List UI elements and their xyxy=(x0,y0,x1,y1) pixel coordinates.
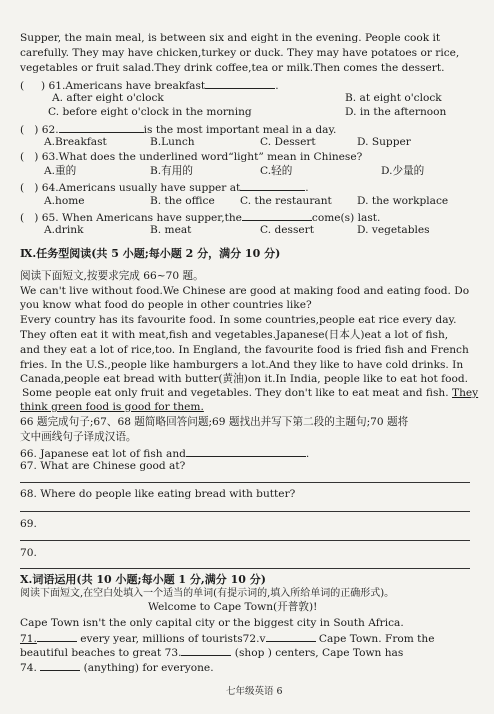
question-68: 68. Where do people like eating bread with butter? xyxy=(20,488,296,500)
intro-line: Supper, the main meal, is between six and eight in the evening. People cook it xyxy=(20,32,441,44)
question-65: ( ) 65. When Americans have supper,the come(s) last. xyxy=(20,212,381,224)
task-instructions: 文中画线句子译成汉语。 xyxy=(20,431,137,443)
page-footer: 七年级英语 6 xyxy=(226,686,283,697)
section-9-instructions: 阅读下面短文,按要求完成 66~70 题。 xyxy=(20,270,204,282)
option-a: A.Breakfast xyxy=(44,136,107,148)
task-instructions: 66 题完成句子;67、68 题简略回答问题;69 题找出并写下第二段的主题句;70 题将 xyxy=(20,416,409,428)
option-c: C.轻的 xyxy=(260,165,293,177)
passage-line: beautiful beaches to great 73. (shop ) centers, Cape Town has xyxy=(20,647,404,659)
option-c: C. dessert xyxy=(260,224,314,236)
section-10-instructions: 阅读下面短文,在空白处填入一个适当的单词(有提示词的,填入所给单词的正确形式)。 xyxy=(20,588,395,599)
passage-line: you know what food do people in other countries like? xyxy=(20,299,312,311)
question-62: ( ) 62. is the most important meal in a day. xyxy=(20,124,337,136)
answer-blank[interactable] xyxy=(59,122,144,133)
question-61: ( ) 61.Americans have breakfast . xyxy=(20,80,279,92)
answer-blank[interactable] xyxy=(40,660,80,671)
option-d: D.少量的 xyxy=(381,165,425,177)
option-a: A.home xyxy=(44,195,85,207)
option-d: D. Supper xyxy=(357,136,411,148)
answer-blank[interactable] xyxy=(266,631,316,642)
option-c: C. before eight o'clock in the morning xyxy=(48,106,252,118)
option-d: D. vegetables xyxy=(357,224,430,236)
answer-blank[interactable] xyxy=(240,180,305,191)
section-10-heading: X.词语运用(共 10 小题;每小题 1 分,满分 10 分) xyxy=(20,573,266,586)
option-a: A. after eight o'clock xyxy=(52,92,164,104)
answer-line[interactable] xyxy=(20,511,470,512)
underlined-sentence: think green food is good for them. xyxy=(20,401,204,413)
intro-line: vegetables or fruit salad.They drink coffee,tea or milk.Then comes the dessert. xyxy=(20,62,445,74)
option-c: C. the restaurant xyxy=(240,195,332,207)
answer-blank[interactable] xyxy=(242,210,312,221)
option-b: B. at eight o'clock xyxy=(345,92,442,104)
answer-blank[interactable] xyxy=(37,631,77,642)
passage-line: 74. (anything) for everyone. xyxy=(20,662,214,674)
option-b: B.Lunch xyxy=(150,136,195,148)
option-b: B.有用的 xyxy=(150,165,193,177)
answer-line[interactable] xyxy=(20,482,470,483)
passage-line: 71. every year, millions of tourists72.v Cape Town. From the xyxy=(20,633,435,645)
option-b: B. meat xyxy=(150,224,192,236)
question-64: ( ) 64.Americans usually have supper at . xyxy=(20,182,309,194)
answer-line[interactable] xyxy=(20,568,470,569)
question-63: ( ) 63.What does the underlined word“light” mean in Chinese? xyxy=(20,151,363,163)
passage-line: Canada,people eat bread with butter(黄油)on it.In India, people like to eat hot food. xyxy=(20,373,468,385)
section-9-heading: Ⅸ.任务型阅读(共 5 小题;每小题 2 分，满分 10 分) xyxy=(20,247,281,260)
passage-line: Some people eat only fruit and vegetables. They don't like to eat meat and fish. They xyxy=(22,387,479,399)
option-d: D. the workplace xyxy=(357,195,449,207)
option-a: A.drink xyxy=(44,224,84,236)
answer-line[interactable] xyxy=(20,540,470,541)
option-c: C. Dessert xyxy=(260,136,316,148)
question-66: 66. Japanese eat lot of fish and . xyxy=(20,448,310,460)
question-70: 70. xyxy=(20,547,37,559)
answer-blank[interactable] xyxy=(181,645,231,656)
answer-blank[interactable] xyxy=(205,78,275,89)
passage-line: Every country has its favourite food. In some countries,people eat rice every day. xyxy=(20,314,457,326)
question-67: 67. What are Chinese good at? xyxy=(20,460,186,472)
passage-title: Welcome to Cape Town(开普敦)! xyxy=(148,601,318,613)
option-a: A.重的 xyxy=(44,165,77,177)
passage-line: They often eat it with meat,fish and vegetables.Japanese(日本人)eat a lot of fish, xyxy=(20,329,449,341)
question-69: 69. xyxy=(20,518,37,530)
underlined-sentence: They xyxy=(452,387,479,399)
passage-line: fries. In the U.S.,people like hamburgers a lot.And they like to have cold drinks. In xyxy=(20,359,464,371)
passage-line: Cape Town isn't the only capital city or the biggest city in South Africa. xyxy=(20,617,404,629)
answer-blank[interactable] xyxy=(186,446,306,457)
passage-line: and they eat a lot of rice,too. In England, the favourite food is fried fish and French xyxy=(20,344,469,356)
passage-line: We can't live without food.We Chinese are good at making food and eating food. Do xyxy=(20,285,470,297)
option-b: B. the office xyxy=(150,195,215,207)
intro-line: carefully. They may have chicken,turkey or duck. They may have potatoes or rice, xyxy=(20,47,460,59)
option-d: D. in the afternoon xyxy=(345,106,447,118)
